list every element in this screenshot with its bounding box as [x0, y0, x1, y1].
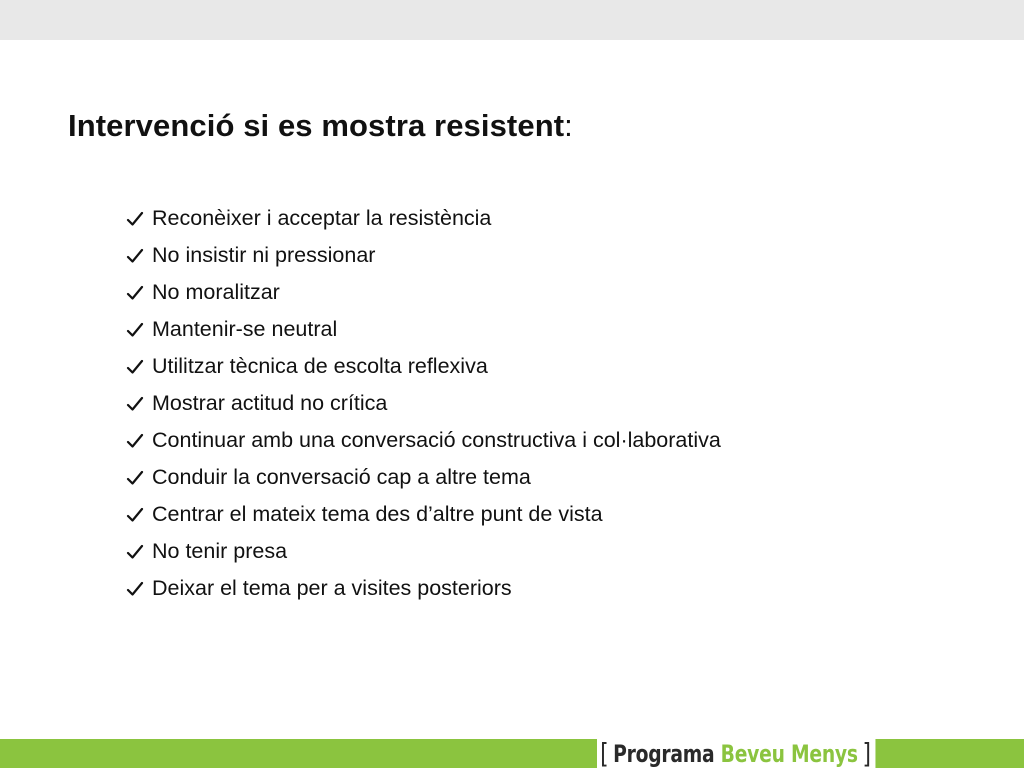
bullet-item	[126, 200, 721, 237]
bullet-text: Mostrar actitud no crítica	[152, 391, 388, 415]
slide-title	[68, 108, 573, 144]
bullet-text: Mantenir-se neutral	[152, 317, 338, 341]
bullet-item	[126, 533, 721, 570]
logo-bracket-open: [	[600, 737, 609, 770]
program-logo	[597, 739, 875, 768]
top-header-bar	[0, 0, 1024, 40]
bullet-text: Conduir la conversació cap a altre tema	[152, 465, 531, 489]
bullet-text: No insistir ni pressionar	[152, 243, 376, 267]
checkmark-icon	[126, 544, 144, 560]
checkmark-icon	[126, 322, 144, 338]
bullet-item	[126, 311, 721, 348]
bullet-text: Continuar amb una conversació constructiva i col·laborativa	[152, 428, 721, 452]
bullet-item	[126, 348, 721, 385]
bullet-text: No moralitzar	[152, 280, 280, 304]
checkmark-icon	[126, 359, 144, 375]
logo-bracket-close: ]	[862, 737, 871, 770]
checkmark-icon	[126, 433, 144, 449]
bullet-text: Deixar el tema per a visites posteriors	[152, 576, 512, 600]
bullet-item	[126, 274, 721, 311]
bullet-item	[126, 385, 721, 422]
checkmark-icon	[126, 211, 144, 227]
logo-word-programa: Programa	[613, 739, 715, 768]
bullet-item	[126, 237, 721, 274]
bullet-item	[126, 459, 721, 496]
bullet-text: No tenir presa	[152, 539, 288, 563]
bullet-text: Reconèixer i acceptar la resistència	[152, 206, 492, 230]
checkmark-icon	[126, 470, 144, 486]
bullet-text: Centrar el mateix tema des d’altre punt de vista	[152, 502, 603, 526]
checkmark-icon	[126, 507, 144, 523]
bullet-list	[126, 200, 721, 607]
bullet-text: Utilitzar tècnica de escolta reflexiva	[152, 354, 488, 378]
checkmark-icon	[126, 248, 144, 264]
checkmark-icon	[126, 285, 144, 301]
bullet-item	[126, 496, 721, 533]
bullet-item	[126, 570, 721, 607]
slide-title-text: Intervenció si es mostra resistent	[68, 108, 565, 143]
slide-title-colon: :	[564, 108, 573, 143]
checkmark-icon	[126, 396, 144, 412]
checkmark-icon	[126, 581, 144, 597]
logo-word-beveu-menys: Beveu Menys	[720, 739, 858, 768]
bullet-item	[126, 422, 721, 459]
